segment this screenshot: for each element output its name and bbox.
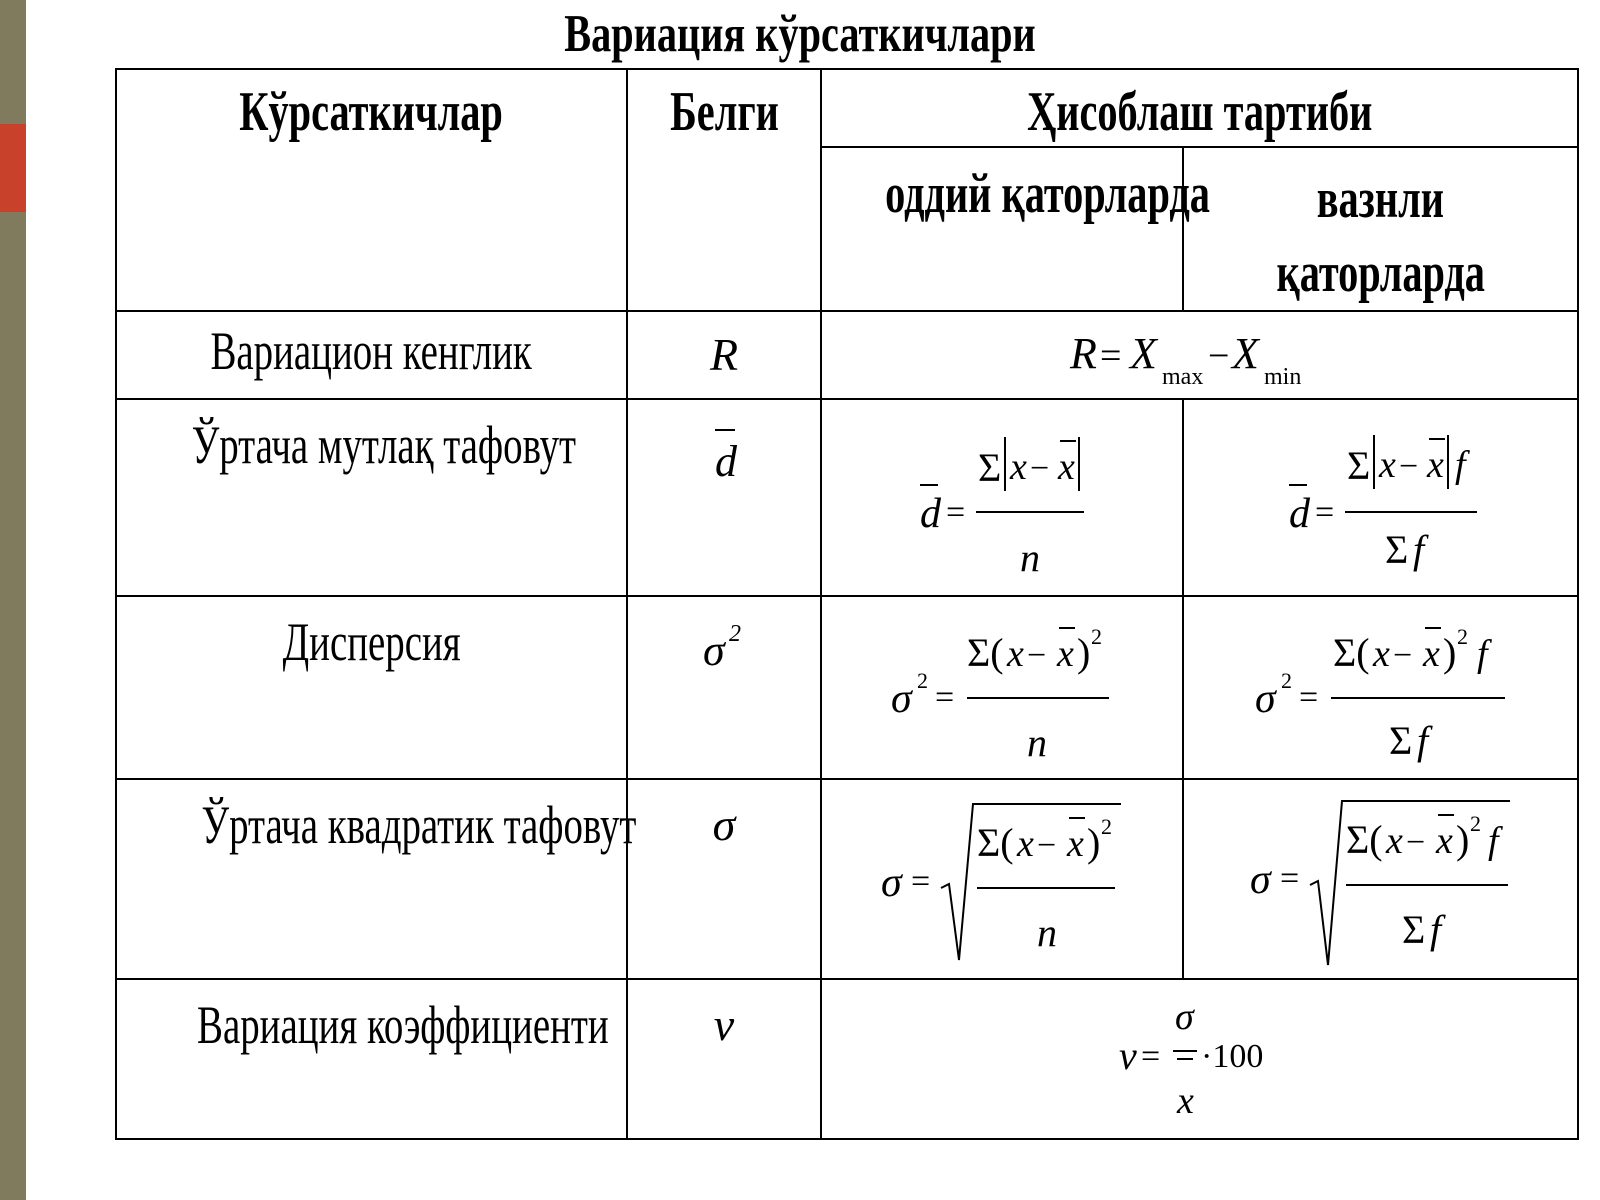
svg-text:X: X <box>1231 329 1259 378</box>
svg-text:x: x <box>1067 822 1084 865</box>
svg-text:x: x <box>1422 632 1440 675</box>
svg-text:σ: σ <box>1254 675 1276 722</box>
svg-text:x: x <box>1385 820 1403 862</box>
svg-text:f: f <box>1416 717 1428 763</box>
svg-text:=: = <box>1279 860 1299 897</box>
svg-text:x: x <box>1426 443 1444 486</box>
svg-text:−: − <box>1405 824 1425 861</box>
svg-text:−: − <box>1398 447 1418 485</box>
svg-text:=: = <box>1314 493 1334 531</box>
svg-text:x: x <box>1372 632 1390 675</box>
row-symbol <box>627 399 821 596</box>
table-row <box>116 311 1578 399</box>
svg-text:max: max <box>1161 364 1203 390</box>
svg-text:Σ(: Σ( <box>967 629 1004 675</box>
svg-text:=: = <box>1140 1038 1160 1075</box>
svg-text:X: X <box>1129 329 1157 378</box>
row-name: Вариация коэффициенти <box>116 979 627 1139</box>
svg-text:=: = <box>1298 678 1318 716</box>
row-name: Вариацион кенглик <box>116 311 627 399</box>
variation-indicators-table <box>115 68 1579 1140</box>
svg-text:f: f <box>1454 443 1466 486</box>
svg-text:): ) <box>1077 629 1091 675</box>
svg-text:2: 2 <box>729 621 741 647</box>
svg-text:−: − <box>1037 826 1057 864</box>
svg-text:f: f <box>1476 632 1488 675</box>
svg-text:x: x <box>1010 445 1027 488</box>
svg-text:f: f <box>1429 907 1441 952</box>
svg-text:·100: ·100 <box>1200 1038 1263 1075</box>
svg-text:x: x <box>1435 820 1453 862</box>
svg-text:Σ(: Σ( <box>1332 629 1370 675</box>
row-symbol: R <box>627 311 821 399</box>
formula-mad-weighted <box>1183 399 1578 596</box>
svg-text:−: − <box>1392 636 1412 674</box>
svg-text:d: d <box>920 490 941 537</box>
svg-text:x: x <box>1378 443 1396 486</box>
svg-text:Σ: Σ <box>978 444 1002 490</box>
row-symbol: v <box>627 979 821 1139</box>
header-weighted-series: вазнли қаторларда <box>1183 147 1578 311</box>
svg-text:R: R <box>1069 329 1097 378</box>
svg-text:σ: σ <box>703 626 725 675</box>
svg-text:x: x <box>1058 445 1075 488</box>
svg-text:σ: σ <box>891 675 912 722</box>
header-simple-series: оддий қаторларда <box>821 147 1183 311</box>
formula-stddev-simple <box>821 779 1183 979</box>
svg-text:f: f <box>1412 526 1424 572</box>
svg-text:min: min <box>1263 364 1301 390</box>
svg-text:−: − <box>1207 335 1229 377</box>
svg-text:=: = <box>1099 335 1121 377</box>
svg-text:Σ: Σ <box>1401 907 1425 952</box>
table-row <box>116 979 1578 1139</box>
svg-text:n: n <box>1020 534 1040 580</box>
svg-text:−: − <box>1030 449 1050 487</box>
header-symbol: Белги <box>627 69 821 311</box>
svg-text:n: n <box>1037 909 1057 955</box>
svg-text:2: 2 <box>1091 623 1102 649</box>
row-name: Дисперсия <box>116 596 627 779</box>
formula-variance-weighted <box>1183 596 1578 779</box>
formula-variance-simple <box>821 596 1183 779</box>
svg-text:Σ: Σ <box>1384 526 1408 572</box>
header-row <box>116 69 1578 147</box>
header-indicators: Кўрсаткичлар <box>116 69 627 311</box>
table-row <box>116 779 1578 979</box>
svg-text:d: d <box>1288 490 1310 537</box>
table-row <box>116 596 1578 779</box>
sidebar-accent-block <box>0 124 26 212</box>
svg-text:−: − <box>1027 636 1047 674</box>
header-procedure: Ҳисоблаш тартиби <box>821 69 1578 147</box>
svg-text:2: 2 <box>1456 623 1468 649</box>
row-name: Ўртача мутлақ тафовут <box>116 399 627 596</box>
svg-text:σ: σ <box>1249 857 1271 903</box>
row-symbol <box>627 596 821 779</box>
svg-text:): ) <box>1087 819 1101 865</box>
formula-coefficient-variation <box>821 979 1578 1139</box>
svg-text:d: d <box>715 437 737 486</box>
svg-text:2: 2 <box>1101 813 1112 839</box>
svg-text:x: x <box>1007 632 1024 675</box>
svg-text:Σ: Σ <box>1346 442 1370 488</box>
svg-text:Σ(: Σ( <box>1345 817 1383 862</box>
svg-text:Σ: Σ <box>1388 717 1412 763</box>
svg-text:n: n <box>1027 719 1047 765</box>
svg-text:=: = <box>935 678 955 716</box>
svg-text:v: v <box>1118 1033 1137 1078</box>
row-symbol: σ <box>627 779 821 979</box>
svg-text:=: = <box>946 493 966 531</box>
formula-range <box>821 311 1578 399</box>
svg-text:): ) <box>1455 817 1469 862</box>
svg-text:x: x <box>1017 822 1034 865</box>
svg-text:x: x <box>1057 632 1074 675</box>
svg-text:=: = <box>911 862 931 900</box>
formula-mad-simple <box>821 399 1183 596</box>
svg-text:): ) <box>1442 629 1456 675</box>
svg-text:σ: σ <box>1174 996 1194 1038</box>
svg-text:f: f <box>1487 820 1499 862</box>
row-name: Ўртача квадратик тафовут <box>116 779 627 979</box>
svg-text:2: 2 <box>917 667 928 693</box>
svg-text:σ: σ <box>881 859 902 906</box>
formula-stddev-weighted <box>1183 779 1578 979</box>
svg-text:Σ(: Σ( <box>977 819 1014 865</box>
svg-text:2: 2 <box>1280 667 1292 693</box>
svg-text:2: 2 <box>1469 811 1481 836</box>
page-title: Вариация кўрсаткичлари <box>564 5 1036 63</box>
svg-text:x: x <box>1176 1080 1194 1122</box>
table-row <box>116 399 1578 596</box>
